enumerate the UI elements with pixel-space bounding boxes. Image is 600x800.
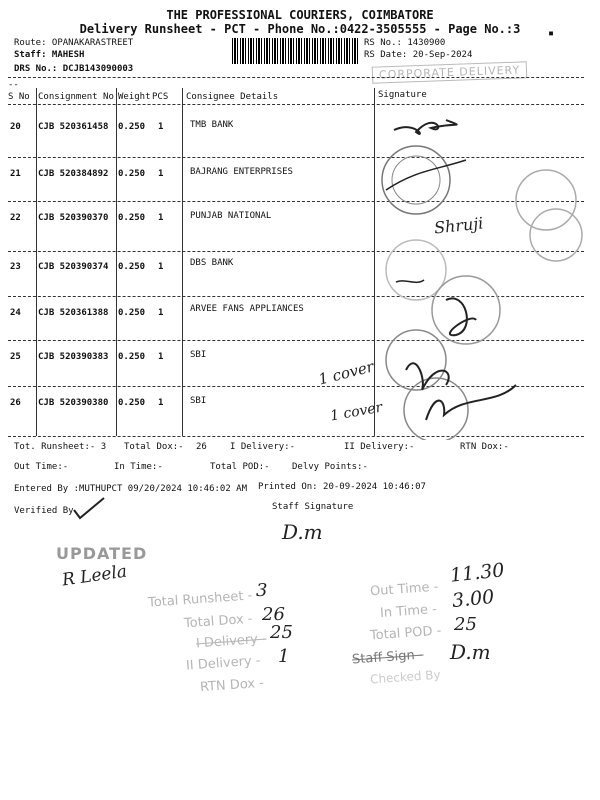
verified-by-label: Verified By [14, 506, 74, 516]
company-title: THE PROFESSIONAL COURIERS, COIMBATORE [166, 8, 434, 22]
out-time-label: Out Time:- [14, 462, 69, 472]
row-sno: 26 [10, 398, 21, 408]
staff-signature-label: Staff Signature [272, 502, 354, 512]
seal-bank-2 [530, 209, 582, 261]
row-weight: 0.250 [118, 169, 146, 179]
summary-staff-sign-value: D.m [450, 640, 491, 664]
total-dox-value: 26 [196, 442, 207, 452]
delvy-points-label: Delvy Points:- [292, 462, 368, 472]
row-sno: 22 [10, 213, 21, 223]
row-pcs: 1 [158, 398, 164, 408]
printed-on: Printed On: 20-09-2024 10:46:07 [258, 482, 426, 492]
col-header-weight: Weight [118, 92, 151, 102]
row-pcs: 1 [158, 308, 164, 318]
col-header-signature: Signature [378, 90, 427, 100]
summary-total-pod-value: 25 [454, 614, 477, 635]
row-consignee: PUNJAB NATIONAL [190, 211, 272, 221]
row-consignee: TMB BANK [190, 120, 234, 130]
col-line [182, 88, 183, 436]
row-sno: 20 [10, 122, 21, 132]
row-weight: 0.250 [118, 308, 146, 318]
rs-date: RS Date: 20-Sep-2024 [364, 50, 473, 60]
row-sno: 21 [10, 169, 21, 179]
row-consignment: CJB 520390370 [38, 213, 109, 223]
rs-number: RS No.: 1430900 [364, 38, 446, 48]
col-line [116, 88, 117, 436]
row-sno: 25 [10, 352, 21, 362]
row-consignment: CJB 520384892 [38, 169, 109, 179]
signature-row20 [394, 120, 457, 134]
signature-row24 [446, 298, 476, 335]
summary-ii-delivery-value: 1 [278, 646, 290, 667]
ii-delivery-label: II Delivery:- [344, 442, 415, 452]
entered-by: Entered By :MUTHUPCT 09/20/2024 10:46:02 AM [14, 484, 247, 494]
updated-stamp: UPDATED [56, 544, 148, 563]
total-pod-label: Total POD:- [210, 462, 270, 472]
drs-number: DRS No.: DCJB143090003 [14, 64, 134, 74]
tot-runsheet: Tot. Runsheet:- 3 [14, 442, 107, 452]
updated-signature: R Leela [60, 561, 129, 591]
col-header-pcs: PCS [152, 92, 169, 102]
handwritten-row25: 1 cover [316, 357, 376, 389]
staff-label: Staff: MAHESH [14, 50, 85, 60]
summary-checked-by-label: Checked By [369, 667, 442, 687]
verified-checkmark [70, 496, 110, 522]
corporate-delivery-stamp: CORPORATE DELIVERY [372, 61, 528, 83]
seal-sbi-coimbatore [404, 378, 468, 440]
col-header-consignment: Consignment No [38, 92, 114, 102]
summary-staff-sign-label: Staff Sign - [351, 647, 425, 668]
summary-rtn-dox-label: RTN Dox - [199, 675, 265, 696]
col-line [36, 88, 37, 436]
row-consignee: DBS BANK [190, 258, 234, 268]
row-consignment: CJB 520361388 [38, 308, 109, 318]
summary-out-time-label: Out Time - [369, 579, 439, 600]
col-header-sno: S No [8, 92, 30, 102]
i-delivery-label: I Delivery:- [230, 442, 296, 452]
total-dox-label: Total Dox:- [124, 442, 184, 452]
row-weight: 0.250 [118, 352, 146, 362]
summary-total-pod-label: Total POD - [369, 623, 442, 644]
row-pcs: 1 [158, 169, 164, 179]
row-consignee: BAJRANG ENTERPRISES [190, 167, 293, 177]
summary-i-delivery-label: I Delivery - [195, 631, 268, 652]
row-sno: 24 [10, 308, 21, 318]
row-consignment: CJB 520361458 [38, 122, 109, 132]
row-pcs: 1 [158, 262, 164, 272]
row-weight: 0.250 [118, 398, 146, 408]
row-weight: 0.250 [118, 122, 146, 132]
summary-total-runsheet-label: Total Runsheet - [147, 588, 253, 611]
summary-total-dox-label: Total Dox - [183, 611, 254, 632]
rtn-dox-label: RTN Dox:- [460, 442, 509, 452]
col-header-consignee: Consignee Details [186, 92, 279, 102]
route-label: Route: OPANAKARASTREET [14, 38, 134, 48]
seal-sbi [386, 330, 446, 390]
signature-row23 [396, 280, 424, 282]
row-weight: 0.250 [118, 213, 146, 223]
summary-total-dox-value: 26 [262, 604, 285, 625]
summary-in-time-value: 3.00 [450, 585, 496, 613]
row-consignment: CJB 520390380 [38, 398, 109, 408]
row-consignee: ARVEE FANS APPLIANCES [190, 304, 304, 314]
dash-marks: -- [8, 80, 19, 90]
row-consignment: CJB 520390383 [38, 352, 109, 362]
summary-ii-delivery-label: II Delivery - [185, 653, 262, 674]
corner-mark: ▪ [548, 28, 555, 39]
summary-i-delivery-value: 25 [270, 622, 293, 643]
summary-out-time-value: 11.30 [448, 559, 506, 587]
row-pcs: 1 [158, 213, 164, 223]
seal-bank-1 [516, 170, 576, 230]
staff-signature-hand: D.m [282, 520, 323, 544]
signature-area [376, 100, 598, 440]
handwritten-row26: 1 cover [329, 399, 384, 425]
barcode [232, 38, 360, 64]
runsheet-subtitle: Delivery Runsheet - PCT - Phone No.:0422-3505555 - Page No.:3 [79, 22, 521, 36]
summary-total-runsheet-value: 3 [256, 580, 268, 601]
col-line [374, 88, 375, 436]
in-time-label: In Time:- [114, 462, 163, 472]
divider [8, 77, 584, 78]
signature-row25 [406, 363, 449, 390]
handwritten-row22: Shruji [433, 213, 485, 238]
row-consignee: SBI [190, 350, 207, 360]
summary-in-time-label: In Time - [379, 602, 438, 621]
row-pcs: 1 [158, 122, 164, 132]
row-pcs: 1 [158, 352, 164, 362]
row-sno: 23 [10, 262, 21, 272]
row-consignee: SBI [190, 396, 207, 406]
signature-row26 [426, 385, 516, 420]
row-consignment: CJB 520390374 [38, 262, 109, 272]
row-weight: 0.250 [118, 262, 146, 272]
